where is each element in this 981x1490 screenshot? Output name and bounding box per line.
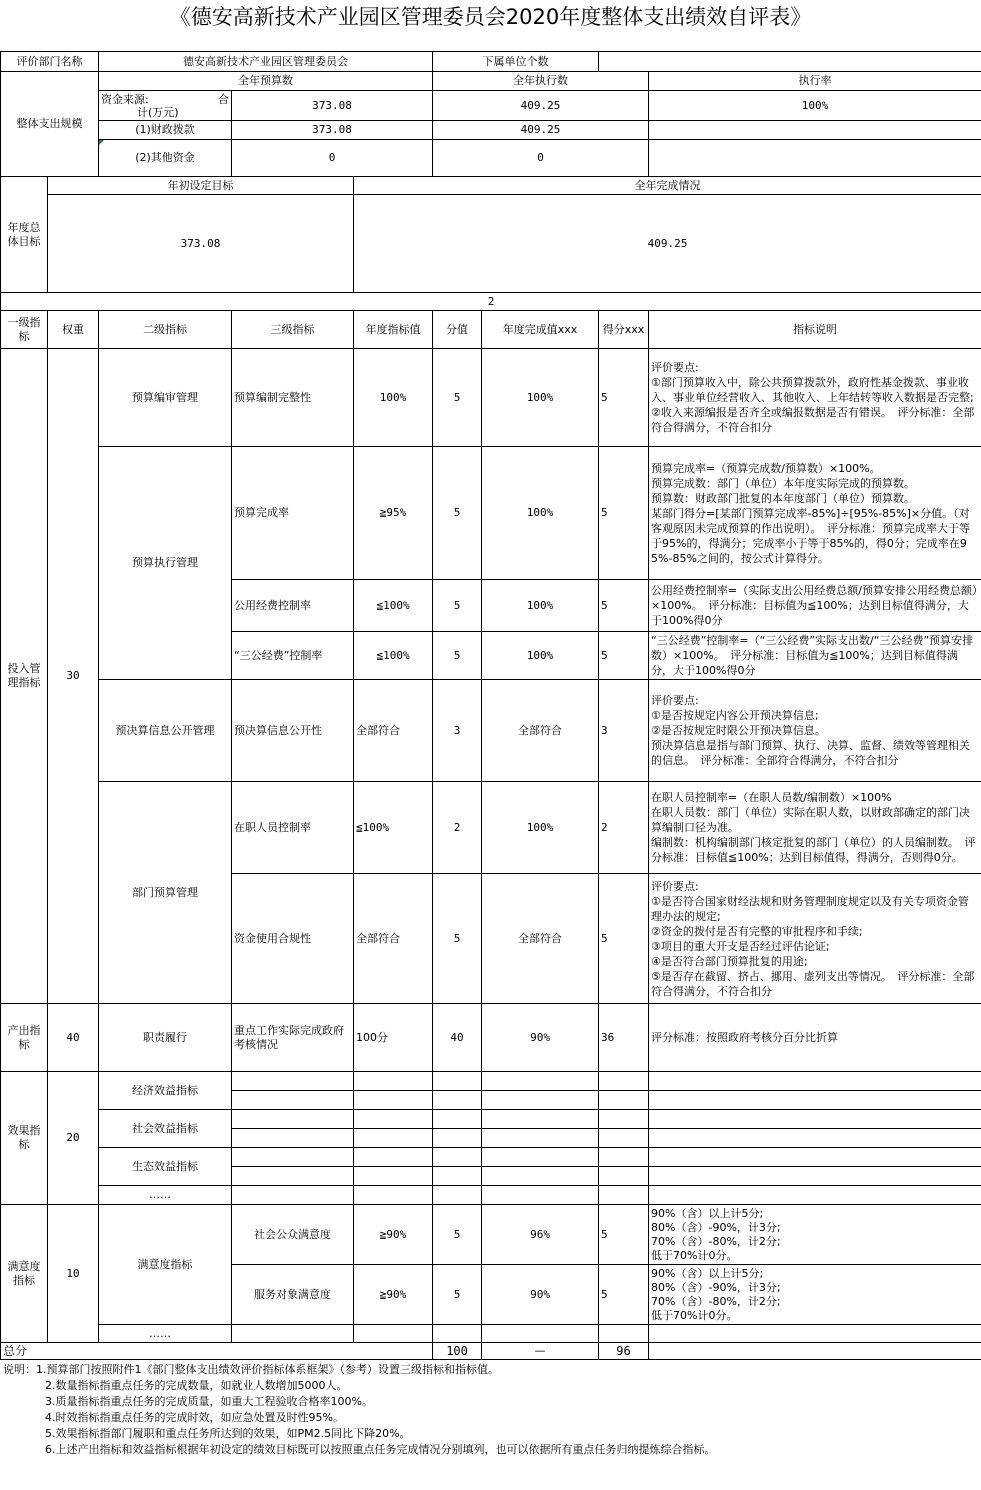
dept-label: 评价部门名称 [1, 52, 99, 72]
total-score: 100 [433, 1343, 482, 1360]
source-label-b: 合 [218, 92, 229, 106]
got-cell: 5 [599, 580, 649, 632]
done-cell: 100% [482, 447, 599, 580]
effect-group-weight: 20 [48, 1072, 99, 1205]
l2-budget-prep: 预算编审管理 [99, 349, 232, 447]
l2-dept: 部门预算管理 [99, 782, 232, 1004]
done-cell: 100% [482, 782, 599, 874]
sub-units-label: 下属单位个数 [433, 52, 599, 72]
done-cell: 全部符合 [482, 680, 599, 782]
col-header-l3: 三级指标 [232, 311, 354, 349]
col-header-weight: 权重 [48, 311, 99, 349]
done-cell: 100% [482, 349, 599, 447]
got-cell: 36 [599, 1004, 649, 1072]
got-cell: 3 [599, 680, 649, 782]
l2-more: …… [99, 1186, 232, 1205]
evaluation-table [0, 51, 981, 1360]
desc-line: 低于70%计0分。 [651, 1248, 738, 1262]
desc-line: 70%（含）-80%，计2分; [651, 1234, 781, 1248]
got-cell: 5 [599, 349, 649, 447]
desc-line: ②收入来源编报是否齐全或编报数据是否有错误。 评分标准：全部符合得满分，不符合扣分 [651, 406, 975, 434]
output-group-label: 产出指标 [1, 1004, 48, 1072]
desc-line: 编制数：机构编制部门核定批复的部门（单位）的人员编制数。 评分标准：目标值≦100%；达到目标值得，得满分，否则得0分。 [651, 836, 976, 864]
desc-cell [649, 1205, 981, 1265]
score-cell: 5 [433, 874, 482, 1004]
col-header-done: 年度完成值xxx [482, 311, 599, 349]
table-row [1, 1205, 981, 1265]
target-cell: ≧90% [354, 1265, 433, 1325]
target-cell: 100分 [354, 1004, 433, 1072]
notes [3, 1362, 978, 1458]
note-line: 说明：1.预算部门按照附件1《部门整体支出绩效评价指标体系框架》（参考）设置三级指标和指标值。 [3, 1363, 499, 1376]
table-row [1, 1072, 981, 1091]
row1-budget: 373.08 [232, 121, 433, 140]
desc-cell [649, 874, 981, 1004]
col-header-target: 年度指标值 [354, 311, 433, 349]
desc-line: ③项目的重大开支是否经过评估论证; [651, 939, 830, 953]
input-group-weight: 30 [48, 349, 99, 1004]
goal-done-value: 409.25 [354, 195, 981, 293]
dept-value: 德安高新技术产业园区管理委员会 [99, 52, 433, 72]
desc-line: 70%（含）-80%，计2分; [651, 1294, 781, 1308]
desc-cell: 公用经费控制率=（实际支出公用经费总额/预算安排公用经费总额）×100%。 评分标准：目标值为≦100%；达到目标值得满分，大于100%得0分 [649, 580, 981, 632]
col-header-desc: 指标说明 [649, 311, 981, 349]
desc-line: 低于70%计0分。 [651, 1308, 738, 1322]
output-group-weight: 40 [48, 1004, 99, 1072]
table-row [1, 1325, 981, 1343]
scale-label: 整体支出规模 [1, 72, 99, 177]
target-cell: ≧90% [354, 1205, 433, 1265]
l3-cell: 社会公众满意度 [232, 1205, 354, 1265]
total-rate: 100% [649, 91, 981, 121]
note-line: 6.上述产出指标和效益指标根据年初设定的绩效目标既可以按照重点任务完成情况分别填列，也可以依据所有重点任务归纳提炼综合指标。 [45, 1443, 716, 1456]
goal-set-header: 年初设定目标 [48, 177, 354, 195]
l3-cell: 在职人员控制率 [232, 782, 354, 874]
total-got: 96 [599, 1343, 649, 1360]
note-line: 3.质量指标指重点任务的完成质量，如重大工程验收合格率100%。 [45, 1395, 373, 1408]
goal-label: 年度总体目标 [1, 177, 48, 293]
desc-line: 评价要点: [651, 361, 699, 374]
l2-disclosure: 预决算信息公开管理 [99, 680, 232, 782]
row2-exec: 0 [433, 140, 649, 177]
satisfaction-group-weight: 10 [48, 1205, 99, 1343]
got-cell: 5 [599, 447, 649, 580]
desc-line: 某部门得分=[某部门预算完成率-85%]÷[95%-85%]×分值。（对客观原因未完成预算的作出说明）。 评分标准：预算完成率大于等于95%的，得满分；完成率小于等于85%的，得0分；完成率在95%-85%之间的，按公式计算得分。 [651, 506, 971, 565]
l3-cell: “三公经费”控制率 [232, 632, 354, 680]
desc-cell: 评分标准：按照政府考核分百分比折算 [649, 1004, 981, 1072]
target-cell: ≦100% [354, 782, 433, 874]
row2-rate [649, 140, 981, 177]
desc-line: 90%（含）以上计5分; [651, 1266, 764, 1280]
table-row [1, 1186, 981, 1205]
desc-line: 80%（含）-90%，计3分; [651, 1280, 781, 1294]
got-cell: 5 [599, 1205, 649, 1265]
page-title: 《德安高新技术产业园区管理委员会2020年度整体支出绩效自评表》 [169, 5, 812, 29]
desc-line: ⑤是否存在截留、挤占、挪用、虚列支出等情况。 评分标准：全部符合得满分，不符合扣分 [651, 969, 975, 998]
desc-line: 评价要点: [651, 694, 699, 707]
l2-more: …… [99, 1325, 232, 1343]
l3-cell: 预决算信息公开性 [232, 680, 354, 782]
col-header-got: 得分xxx [599, 311, 649, 349]
score-cell: 3 [433, 680, 482, 782]
table-row [1, 1110, 981, 1129]
done-cell: 100% [482, 580, 599, 632]
desc-line: 在职人员控制率=（在职人员数/编制数）×100% [651, 791, 892, 804]
target-cell: ≧95% [354, 447, 433, 580]
desc-cell [649, 680, 981, 782]
total-budget: 373.08 [232, 91, 433, 121]
col-header-score: 分值 [433, 311, 482, 349]
goal-set-value: 373.08 [48, 195, 354, 293]
sub-units-value [599, 52, 981, 72]
target-cell: ≦100% [354, 632, 433, 680]
total-row [1, 1343, 981, 1360]
note-line: 5.效果指标指部门履职和重点任务所达到的效果，如PM2.5同比下降20%。 [45, 1427, 411, 1440]
table-row [1, 447, 981, 580]
source-label-a: 资金来源: [101, 92, 149, 106]
desc-line: 90%（含）以上计5分; [651, 1206, 764, 1220]
desc-line: ①是否符合国家财经法规和财务管理制度规定以及有关专项资金管理办法的规定; [651, 894, 969, 923]
desc-line: 80%（含）-90%，计3分; [651, 1220, 781, 1234]
l3-cell: 预算编制完整性 [232, 349, 354, 447]
done-cell: 96% [482, 1205, 599, 1265]
satisfaction-group-label: 满意度指标 [1, 1205, 48, 1343]
table-row [1, 782, 981, 874]
l2-cell: 职责履行 [99, 1004, 232, 1072]
table-row [1, 349, 981, 447]
desc-line: 在职人员数：部门（单位）实际在职人数，以财政部确定的部门决算编制口径为准。 [651, 806, 971, 834]
l3-cell: 预算完成率 [232, 447, 354, 580]
table-row [1, 1148, 981, 1167]
done-cell: 90% [482, 1265, 599, 1325]
row1-rate [649, 121, 981, 140]
note-line: 2.数量指标指重点任务的完成数量，如就业人数增加5000人。 [45, 1379, 348, 1392]
col-budget-header: 全年预算数 [99, 72, 433, 91]
done-cell: 全部符合 [482, 874, 599, 1004]
desc-line: 预决算信息是指与部门预算、执行、决算、监督、绩效等管理相关的信息。 评分标准：全部符合得满分，不符合扣分 [651, 739, 971, 767]
table-row [1, 680, 981, 782]
spacer-row: 2 [1, 293, 981, 311]
l3-cell: 服务对象满意度 [232, 1265, 354, 1325]
target-cell: 全部符合 [354, 680, 433, 782]
input-group-label: 投入管理指标 [1, 349, 48, 1004]
desc-cell [649, 782, 981, 874]
total-exec: 409.25 [433, 91, 649, 121]
l3-cell: 公用经费控制率 [232, 580, 354, 632]
source-total-label [99, 91, 232, 121]
got-cell: 5 [599, 874, 649, 1004]
row2-budget: 0 [232, 140, 433, 177]
total-done: — [482, 1343, 599, 1360]
table-row [1, 1004, 981, 1072]
score-cell: 2 [433, 782, 482, 874]
desc-line: 评价要点: [651, 879, 699, 893]
score-cell: 5 [433, 447, 482, 580]
source-label-c: 计(万元) [137, 105, 179, 119]
col-rate-header: 执行率 [649, 72, 981, 91]
row2-label: (2)其他资金 [99, 140, 232, 177]
desc-line: ①部门预算收入中，除公共预算拨款外，政府性基金拨款、事业收入、事业单位经营收入、其他收入、上年结转等收入数据是否完整; [651, 376, 974, 404]
got-cell: 5 [599, 1265, 649, 1325]
desc-line: ①是否按规定内容公开预决算信息; [651, 709, 819, 722]
done-cell: 100% [482, 632, 599, 680]
l2-budget-exec: 预算执行管理 [99, 447, 232, 680]
score-cell: 5 [433, 1205, 482, 1265]
got-cell: 5 [599, 632, 649, 680]
got-cell: 2 [599, 782, 649, 874]
desc-line: 预算数：财政部门批复的本年度部门（单位）预算数。 [651, 491, 916, 505]
l2-ecology: 生态效益指标 [99, 1148, 232, 1186]
l2-social: 社会效益指标 [99, 1110, 232, 1148]
effect-group-label: 效果指标 [1, 1072, 48, 1205]
desc-line: ②资金的拨付是否有完整的审批程序和手续; [651, 924, 863, 938]
target-cell: 全部符合 [354, 874, 433, 1004]
row1-exec: 409.25 [433, 121, 649, 140]
desc-cell: “三公经费”控制率=（“三公经费”实际支出数/“三公经费”预算安排数）×100%。 评分标准：目标值为≦100%；达到目标值得满分，大于100%得0分 [649, 632, 981, 680]
desc-cell [649, 349, 981, 447]
desc-cell [649, 1265, 981, 1325]
col-exec-header: 全年执行数 [433, 72, 649, 91]
l3-cell: 资金使用合规性 [232, 874, 354, 1004]
desc-line: 预算完成数：部门（单位）本年度实际完成的预算数。 [651, 476, 916, 490]
row1-label: (1)财政拨款 [99, 121, 232, 140]
desc-line: ④是否符合部门预算批复的用途; [651, 954, 808, 968]
note-line: 4.时效指标指重点任务的完成时效，如应急处置及时性95%。 [45, 1411, 344, 1424]
done-cell: 90% [482, 1004, 599, 1072]
desc-line: ②是否按规定时限公开预决算信息。 [651, 724, 826, 737]
desc-cell [649, 447, 981, 580]
target-cell: 100% [354, 349, 433, 447]
l2-economic: 经济效益指标 [99, 1072, 232, 1110]
goal-done-header: 全年完成情况 [354, 177, 981, 195]
col-header-l2: 二级指标 [99, 311, 232, 349]
score-cell: 5 [433, 1265, 482, 1325]
l2-satisfaction: 满意度指标 [99, 1205, 232, 1325]
total-label: 总分 [1, 1343, 433, 1360]
desc-line: 预算完成率=（预算完成数/预算数）×100%。 [651, 461, 881, 475]
total-desc [649, 1343, 981, 1360]
score-cell: 40 [433, 1004, 482, 1072]
col-header-l1: 一级指标 [1, 311, 48, 349]
target-cell: ≦100% [354, 580, 433, 632]
score-cell: 5 [433, 632, 482, 680]
score-cell: 5 [433, 580, 482, 632]
score-cell: 5 [433, 349, 482, 447]
l3-cell: 重点工作实际完成政府考核情况 [232, 1004, 354, 1072]
